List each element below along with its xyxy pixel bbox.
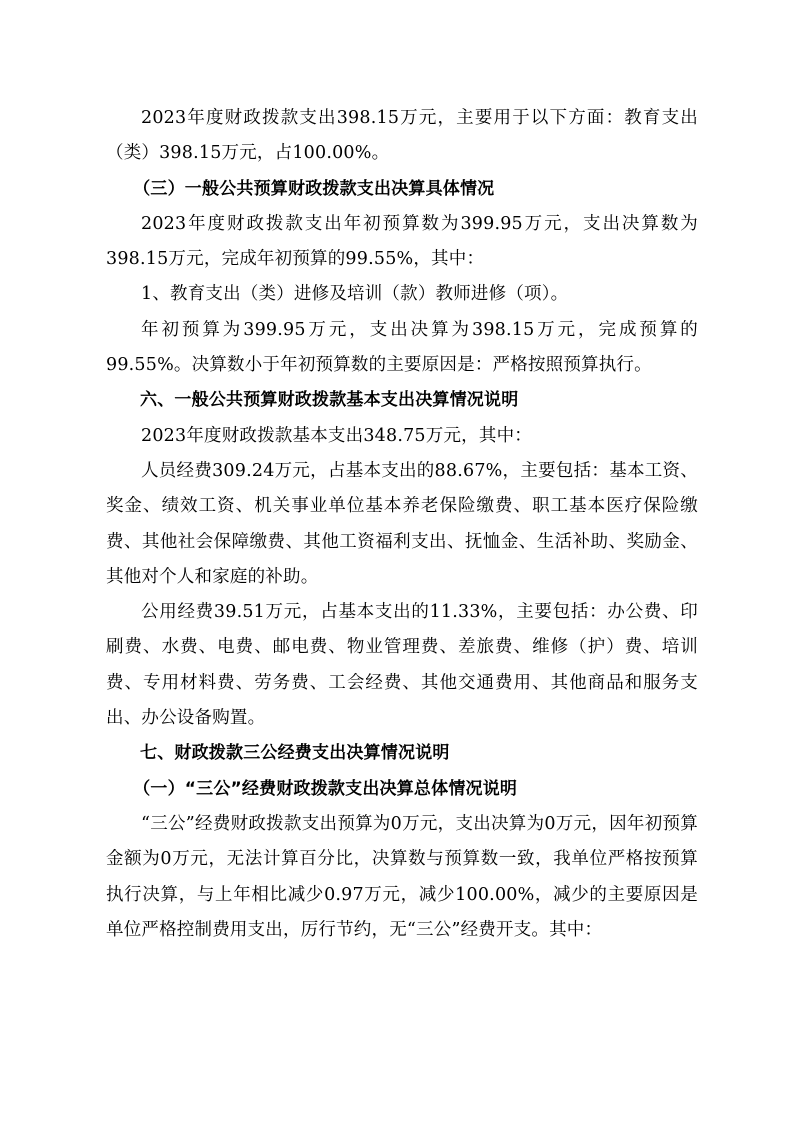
paragraph-budget-completion: 2023年度财政拨款支出年初预算数为399.95万元，支出决算数为398.15万元，完成年初预算的99.55%，其中： [106,213,698,270]
heading-basic-expenditure: 六、一般公共预算财政拨款基本支出决算情况说明 [140,390,519,411]
paragraph-personnel-expenses: 人员经费309.24万元，占基本支出的88.67%，主要包括：基本工资、奖金、绩效工资、机关事业单位基本养老保险缴费、职工基本医疗保险缴费、其他社会保障缴费、其他工资福利支出、抚恤金、生活补助、奖励金、其他对个人和家庭的补助。 [106,460,698,587]
paragraph-public-expenses: 公用经费39.51万元，占基本支出的11.33%，主要包括：办公费、印刷费、水费、电费、邮电费、物业管理费、差旅费、维修（护）费、培训费、专用材料费、劳务费、工会经费、其他交通费用、其他商品和服务支出、办公设备购置。 [106,602,698,729]
paragraph-expenditure-summary: 2023年度财政拨款支出398.15万元，主要用于以下方面：教育支出（类）398.15万元，占100.00%。 [106,108,698,164]
paragraph-education-item-detail: 年初预算为399.95万元，支出决算为398.15万元，完成预算的99.55%。决算数小于年初预算数的主要原因是：严格按照预算执行。 [106,319,698,376]
paragraph-basic-expenditure-total: 2023年度财政拨款基本支出348.75万元，其中： [141,425,532,446]
paragraph-three-public-detail: “三公”经费财政拨款支出预算为0万元，支出决算为0万元，因年初预算金额为0万元，无法计算百分比，决算数与预算数一致，我单位严格按预算执行决算，与上年相比减少0.97万元，减少100.00%，减少的主要原因是单位严格控制费用支出，厉行节约，无“三公”经费开支。其中： [106,813,698,940]
heading-three-public-expenses: 七、财政拨款三公经费支出决算情况说明 [140,743,450,764]
paragraph-education-item: 1、教育支出（类）进修及培训（款）教师进修（项）。 [141,284,569,305]
document-body [106,101,698,948]
heading-general-budget-details: （三）一般公共预算财政拨款支出决算具体情况 [133,178,495,199]
heading-three-public-overall: （一）“三公”经费财政拨款支出决算总体情况说明 [133,778,518,799]
